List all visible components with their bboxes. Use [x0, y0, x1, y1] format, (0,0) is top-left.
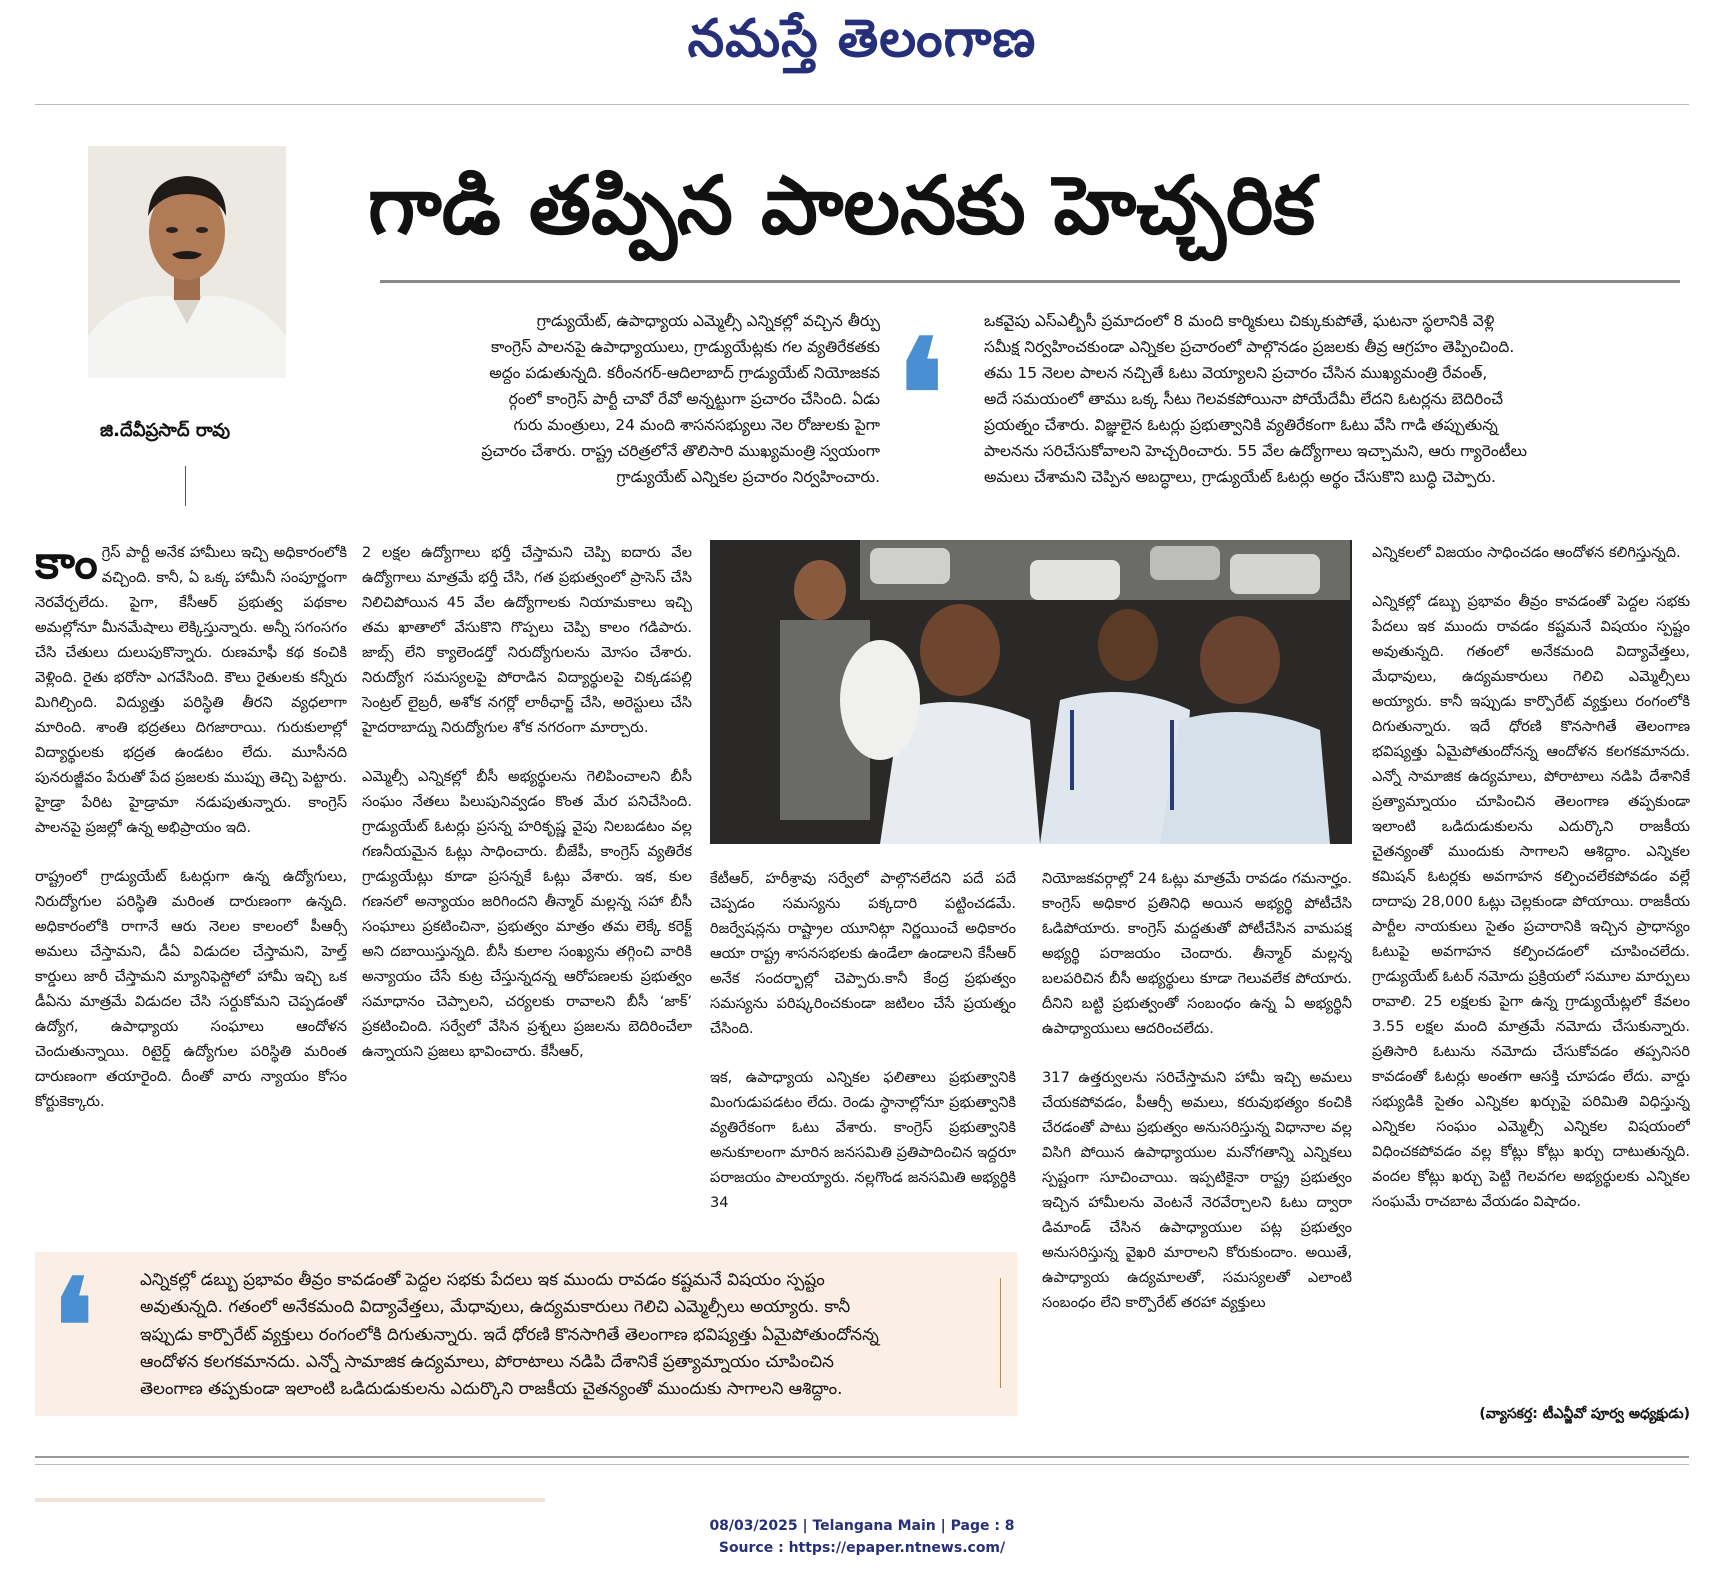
- pull-quote-text: [140, 1266, 975, 1402]
- col2-para1: 2 లక్షల ఉద్యోగాలు భర్తీ చేస్తామని చెప్పి ఐదారు వేల ఉద్యోగాలు మాత్రమే భర్తీ చేసి, గత ప్రభుత్వంలో ప్రాసెస్ చేసి నిలిచిపోయిన 45 వేల ఉద్యోగాలకు నియామకాలు ఇచ్చి తమ ఖాతాలో వేసుకొని గొప్పలు చెప్పి కాలం గడిపారు. జాబ్స్ లేని క్యాలెండర్తో నిరుద్యోగులను మోసం చేశారు. నిరుద్యోగ సమస్యలపై పోరాడిన విద్యార్థులపై చిక్కడపల్లి సెంట్రల్ లైబ్రరీ, అశోక నగర్లో లాఠీఛార్జ్ చేసి, అరెస్టులు చేసి హైదరాబాద్ను నిరుద్యోగుల శోక నగరంగా మార్చారు.: [362, 544, 692, 736]
- intro-line: ప్రయత్నం చేశారు. విజ్ఞులైన ఓటర్లు ప్రభుత్వానికి వ్యతిరేకంగా ఓటు వేసి గాడి తప్పుతున్న: [984, 416, 1498, 434]
- author-photo: [88, 146, 286, 378]
- intro-line: అద్దం పడుతున్నది. కరీంనగర్-ఆదిలాబాద్ గ్రాడ్యుయేట్ నియోజకవ: [489, 364, 880, 382]
- intro-line: ఒకవైపు ఎస్ఎల్బీసీ ప్రమాదంలో 8 మంది కార్మికులు చిక్కుకుపోతే, ఘటనా స్థలానికి వెళ్లి: [984, 312, 1495, 330]
- headline-underline: [380, 280, 1680, 283]
- intro-line: పాలనను సరిచేసుకోవాలని హెచ్చరించారు. 55 వేల ఉద్యోగాలు ఇచ్చామని, ఆరు గ్యారెంటీలు: [984, 442, 1528, 460]
- intro-line: తమ 15 నెలల పాలన నచ్చితే ఓటు వెయ్యాలని ప్రచారం చేసిన ముఖ్యమంత్రి రేవంత్,: [984, 364, 1488, 382]
- footer-date: 08/03/2025 | Telangana Main | Page : 8: [709, 1518, 1015, 1534]
- intro-line: గ్రాడ్యుయేట్, ఉపాధ్యాయ ఎమ్మెల్సీ ఎన్నికల్లో వచ్చిన తీర్పు: [536, 312, 880, 330]
- pull-quote-line: ఎన్నికల్లో డబ్బు ప్రభావం తీవ్రం కావడంతో పెద్దల సభకు పేదలు ఇక ముందు రావడం కష్టమనే విషయం స్పష్టం: [140, 1269, 825, 1289]
- col4-para2: 317 ఉత్తర్వులను సరిచేస్తామని హామీ ఇచ్చి అమలు చేయకపోవడం, పీఆర్సీ అమలు, కరువుభత్యం కంచికి చేరడంతో పాటు ప్రభుత్వం అనుసరిస్తున్న విధానాల వల్ల విసిగి పోయిన ఉపాధ్యాయుల మనోగతాన్ని ఎన్నికలు స్పష్టంగా సూచించాయి. ఇప్పటికైనా రాష్ట్ర ప్రభుత్వం ఇచ్చిన హామీలను వెంటనే నెరవేర్చాలని ఓటు ద్వారా డిమాండ్ చేసిన ఉపాధ్యాయుల పట్ల ప్రభుత్వం అనుసరిస్తున్న వైఖరి మారాలని కోరుకుందాం. అయితే, ఉపాధ్యాయ ఉద్యమాలతో, సమస్యలతో ఎలాంటి సంబంధం లేని కార్పొరేట్ తరహా వ్యక్తులు: [1042, 1069, 1352, 1311]
- col4-para1: నియోజకవర్గాల్లో 24 ఓట్లు మాత్రమే రావడం గమనార్హం. కాంగ్రెస్ అధికార ప్రతినిధి అయిన అభ్యర్థి పోటీచేసి ఓడిపోయారు. కాంగ్రెస్ మద్దతుతో పోటీచేసిన వామపక్ష అభ్యర్థి పరాజయం చెందారు. తీన్మార్ మల్లన్న బలపరిచిన బీసీ అభ్యర్థులు కూడా గెలువలేక పోయారు. దీనిని బట్టి ప్రభుత్వంతో సంబంధం ఉన్న ఏ అభ్యర్థినీ ఉపాధ్యాయులు ఆదరించలేదు.: [1042, 870, 1352, 1037]
- intro-line: గురు మంత్రులు, 24 మంది శాసనసభ్యులు నెల రోజులకు పైగా: [513, 416, 880, 434]
- bottom-divider: [35, 1456, 1689, 1458]
- column-1: [35, 540, 347, 1240]
- intro-line: ప్రచారం చేశారు. రాష్ట్ర చరిత్రలోనే తొలిసారి ముఖ్యమంత్రి స్వయంగా: [481, 442, 880, 460]
- pull-quote-line: తెలంగాణ తప్పకుండా ఇలాంటి ఒడిదుడుకులను ఎదుర్కొని రాజకీయ చైతన్యంతో ముందుకు సాగాలని ఆశిద్దాం.: [140, 1378, 843, 1399]
- column-5: [1372, 540, 1690, 1402]
- pull-quote-divider: [1000, 1278, 1001, 1388]
- masthead-title: నమస్తే తెలంగాణ: [687, 8, 1037, 69]
- intro-right: [984, 308, 1684, 490]
- quote-mark-icon: ❛: [52, 1250, 94, 1403]
- next-article-strip: [35, 1498, 545, 1502]
- footer-source: Source : https://epaper.ntnews.com/: [718, 1540, 1006, 1556]
- intro-line: సమీక్ష నిర్వహించకుండా ఎన్నికల ప్రచారంలో పాల్గొనడం ప్రజలకు తీవ్ర ఆగ్రహం తెప్పించింది.: [984, 338, 1515, 356]
- column-3: [710, 866, 1016, 1236]
- col1-para2: రాష్ట్రంలో గ్రాడ్యుయేట్ ఓటర్లుగా ఉన్న ఉద్యోగులు, నిరుద్యోగుల పరిస్థితి మరింత దారుణంగా ఉన్నది. అధికారంలోకి రాగానే ఆరు నెలల కాలంలో పీఆర్సీ అమలు చేస్తామని, డీఏ విడుదల చేస్తామని, హెల్త్ కార్డులు జారీ చేస్తామని మ్యానిఫెస్టోలో హామీ ఇచ్చి ఒక డీఏను మాత్రమే విడుదల చేసి సర్దుకోమని చెప్పడంతో ఉద్యోగ, ఉపాధ్యాయ సంఘాలు ఆందోళన చెందుతున్నాయి. రిటైర్డ్ ఉద్యోగుల పరిస్థితి మరింత దారుణంగా తయారైంది. దీంతో వారు న్యాయం కోసం కోర్టుకెక్కారు.: [35, 868, 347, 1110]
- bottom-divider-thin: [35, 1464, 1689, 1465]
- col5-para1: ఎన్నికలలో విజయం సాధించడం ఆందోళన కలిగిస్తున్నది.: [1372, 544, 1681, 561]
- quote-mark-icon: ❛: [896, 307, 945, 483]
- col1-para1: [35, 540, 347, 840]
- col1-para1-text: గ్రెస్ పార్టీ అనేక హామీలు ఇచ్చి అధికారంలోకి వచ్చింది. కానీ, ఏ ఒక్క హామీనీ సంపూర్ణంగా నెరవేర్చలేదు. పైగా, కేసీఆర్ ప్రభుత్వ పథకాల అమల్లోనూ మీనమేషాలు లెక్కిస్తున్నారు. అన్నీ సగంసగం చేసి చేతులు దులుపుకొన్నారు. రుణమాఫీ కథ కంచికి వెళ్లింది. రైతు భరోసా ఎగవేసింది. కౌలు రైతులకు కన్నీరు మిగిల్చింది. విద్యుత్తు పరిస్థితి తీరని వ్యధలాగా మారింది. శాంతి భద్రతలు దిగజారాయి. గురుకులాల్లో విద్యార్థులకు భద్రత ఉండటం లేదు. మూసీనది పునరుజ్జీవం పేరుతో పేద ప్రజలకు ముప్పు తెచ్చి పెట్టారు. హైడ్రా పేరిట హైడ్రామా నడుపుతున్నారు. కాంగ్రెస్ పాలనపై ప్రజల్లో ఉన్న అభిప్రాయం ఇది.: [35, 544, 347, 836]
- masthead-divider: [35, 104, 1689, 105]
- pull-quote-line: అవుతున్నది. గతంలో అనేకమంది విద్యావేత్తలు, మేధావులు, ఉద్యమకారులు గెలిచి ఎమ్మెల్సీలు అయ్యారు. కానీ: [140, 1296, 851, 1317]
- pull-quote-line: ఆందోళన కలగకమానదు. ఎన్నో సామాజిక ఉద్యమాలు, పోరాటాలు నడిపి దేశానికే ప్రత్యామ్నాయం చూపించిన: [140, 1350, 834, 1371]
- column-2: [362, 540, 692, 1240]
- intro-line: అదే సమయంలో తాము ఒక్క సీటు గెలవకపోయినా పోయేదేమీ లేదని ఓటర్లను బెదిరించే: [984, 390, 1504, 408]
- author-divider: [185, 466, 186, 506]
- intro-line: కాంగ్రెస్ పాలనపై ఉపాధ్యాయులు, గ్రాడ్యుయేట్లకు గల వ్యతిరేకతకు: [491, 338, 880, 356]
- col3-para1: కేటీఆర్, హరీశ్రావు సర్వేలో పాల్గొనలేదని పదే పదే చెప్పడం సమస్యను పక్కదారి పట్టించడమే. రిజర్వేషన్లను రాష్ట్రాల యూనిట్గా నిర్ణయించే అధికారం ఆయా రాష్ట్ర శాసనసభలకు ఉండేలా ఉండాలని కేసీఆర్ అనేక సందర్భాల్లో చెప్పారు.కానీ కేంద్ర ప్రభుత్వం సమస్యను పరిష్కరించకుండా జటిలం చేసే ప్రయత్నం చేసింది.: [710, 870, 1016, 1037]
- col3-para2: ఇక, ఉపాధ్యాయ ఎన్నికల ఫలితాలు ప్రభుత్వానికి మింగుడుపడటం లేదు. రెండు స్థానాల్లోనూ ప్రభుత్వానికి వ్యతిరేకంగా ఓటు వేశారు. కాంగ్రెస్ ప్రభుత్వానికి అనుకూలంగా మారిన జనసమితి ప్రతిపాదించిన ఇద్దరూ పరాజయం పాలయ్యారు. నల్లగొండ జనసమితి అభ్యర్థికి 34: [710, 1069, 1016, 1211]
- intro-line: అమలు చేశామని చెప్పిన అబద్ధాలు, గ్రాడ్యుయేట్ ఓటర్లు అర్థం చేసుకొని బుద్ధి చెప్పారు.: [984, 468, 1496, 486]
- drop-cap: కాం: [35, 540, 98, 589]
- col5-para2: ఎన్నికల్లో డబ్బు ప్రభావం తీవ్రం కావడంతో పెద్దల సభకు పేదలు ఇక ముందు రావడం కష్టమనే విషయం స్పష్టం అవుతున్నది. గతంలో అనేకమంది విద్యావేత్తలు, మేధావులు, ఉద్యమకారులు గెలిచి ఎమ్మెల్సీలు అయ్యారు. కానీ ఇప్పుడు కార్పొరేట్ వ్యక్తులు రంగంలోకి దిగుతున్నారు. ఇదే ధోరణి కొనసాగితే తెలంగాణ భవిష్యత్తు ఏమైపోతుందోనన్న ఆందోళన కలగకమానదు. ఎన్నో సామాజిక ఉద్యమాలు, పోరాటాలు నడిపి దేశానికే ప్రత్యామ్నాయం చూపించిన తెలంగాణ తప్పకుండా ఇలాంటి ఒడిదుడుకులను ఎదుర్కొని రాజకీయ చైతన్యంతో ముందుకు సాగాలని ఆశిద్దాం. ఎన్నికల కమిషన్ ఓటర్లకు అవగాహన కల్పించలేకపోవడం వల్లే దాదాపు 28,000 ఓట్లు చెల్లకుండా పోయాయి. రాజకీయ పార్టీల నాయకులు సైతం ప్రచారానికి ఇచ్చిన ప్రాధాన్యం ఓటుపై అవగాహన కల్పించడంలో చూపించలేదు. గ్రాడ్యుయేట్ ఓటర్ నమోదు ప్రక్రియలో సమూల మార్పులు రావాలి. 25 లక్షలకు పైగా ఉన్న గ్రాడ్యుయేట్లలో కేవలం 3.55 లక్షల మంది మాత్రమే నమోదు చేసుకున్నారు. ప్రతిసారి ఓటును నమోదు చేసుకోవడం తప్పనిసరి కావడంతో ఓటర్లు అంతగా ఆసక్తి చూపడం లేదు. వార్డు సభ్యుడికి సైతం ఎన్నికల ఖర్చుపై పరిమితి విధిస్తున్న ఎన్నికల సంఘం ఎమ్మెల్సీ ఎన్నికల విషయంలో విధించకపోవడం వల్ల కోట్లు కోట్లు ఖర్చు దాటుతున్నది. వందల కోట్లు ఖర్చు పెట్టి గెలవగల అభ్యర్థులకు ఎన్నికల సంఘమే రాచబాట వేయడం విషాదం.: [1372, 593, 1690, 1210]
- pull-quote-line: ఇప్పుడు కార్పొరేట్ వ్యక్తులు రంగంలోకి దిగుతున్నారు. ఇదే ధోరణి కొనసాగితే తెలంగాణ భవిష్యత్తు ఏమైపోతుందోనన్న: [140, 1323, 879, 1344]
- byline: (వ్యాసకర్త: టీఎన్జీవో పూర్వ అధ్యక్షుడు): [1479, 1406, 1690, 1422]
- headline: గాడి తప్పిన పాలనకు హెచ్చరిక: [368, 159, 1316, 252]
- news-photo: [710, 540, 1352, 844]
- intro-line: గ్రాడ్యుయేట్ ఎన్నికల ప్రచారం నిర్వహించారు.: [616, 468, 880, 486]
- author-name: జి.దేవీప్రసాద్ రావు: [100, 420, 231, 441]
- intro-line: ర్గంలో కాంగ్రెస్ పార్టీ చావో రేవో అన్నట్టుగా ప్రచారం చేసింది. ఏడు: [508, 390, 880, 408]
- col2-para2: ఎమ్మెల్సీ ఎన్నికల్లో బీసీ అభ్యర్థులను గెలిపించాలని బీసీ సంఘం నేతలు పిలుపునివ్వడం కొంత మేర పనిచేసింది. గ్రాడ్యుయేట్ ఓటర్లు ప్రసన్న హరికృష్ణ వైపు నిలబడటం వల్ల గణనీయమైన ఓట్లు సాధించారు. బీజేపీ, కాంగ్రెస్ వ్యతిరేక గ్రాడ్యుయేట్లు కూడా ప్రసన్నకే ఓట్లు వేశారు. ఇక, కుల గణనలో అన్యాయం జరిగిందని తీన్మార్ మల్లన్న సహా బీసీ సంఘాలు ప్రకటించినా, ప్రభుత్వం మాత్రం తమ లెక్కే కరెక్ట్ అని దబాయిస్తున్నది. బీసీ కులాల సంఖ్యను తగ్గించి వారికి అన్యాయం చేసే కుట్ర చేస్తున్నదన్న ఆరోపణలకు ప్రభుత్వం సమాధానం చెప్పాలని, చర్యలకు రావాలని బీసీ ‘జాక్’ ప్రకటించింది. సర్వేలో వేసిన ప్రశ్నలు ప్రజలను బెదిరించేలా ఉన్నాయని ప్రజలు భావించారు. కేసీఆర్,: [362, 768, 692, 1060]
- column-4: [1042, 866, 1352, 1426]
- intro-left: [380, 308, 880, 490]
